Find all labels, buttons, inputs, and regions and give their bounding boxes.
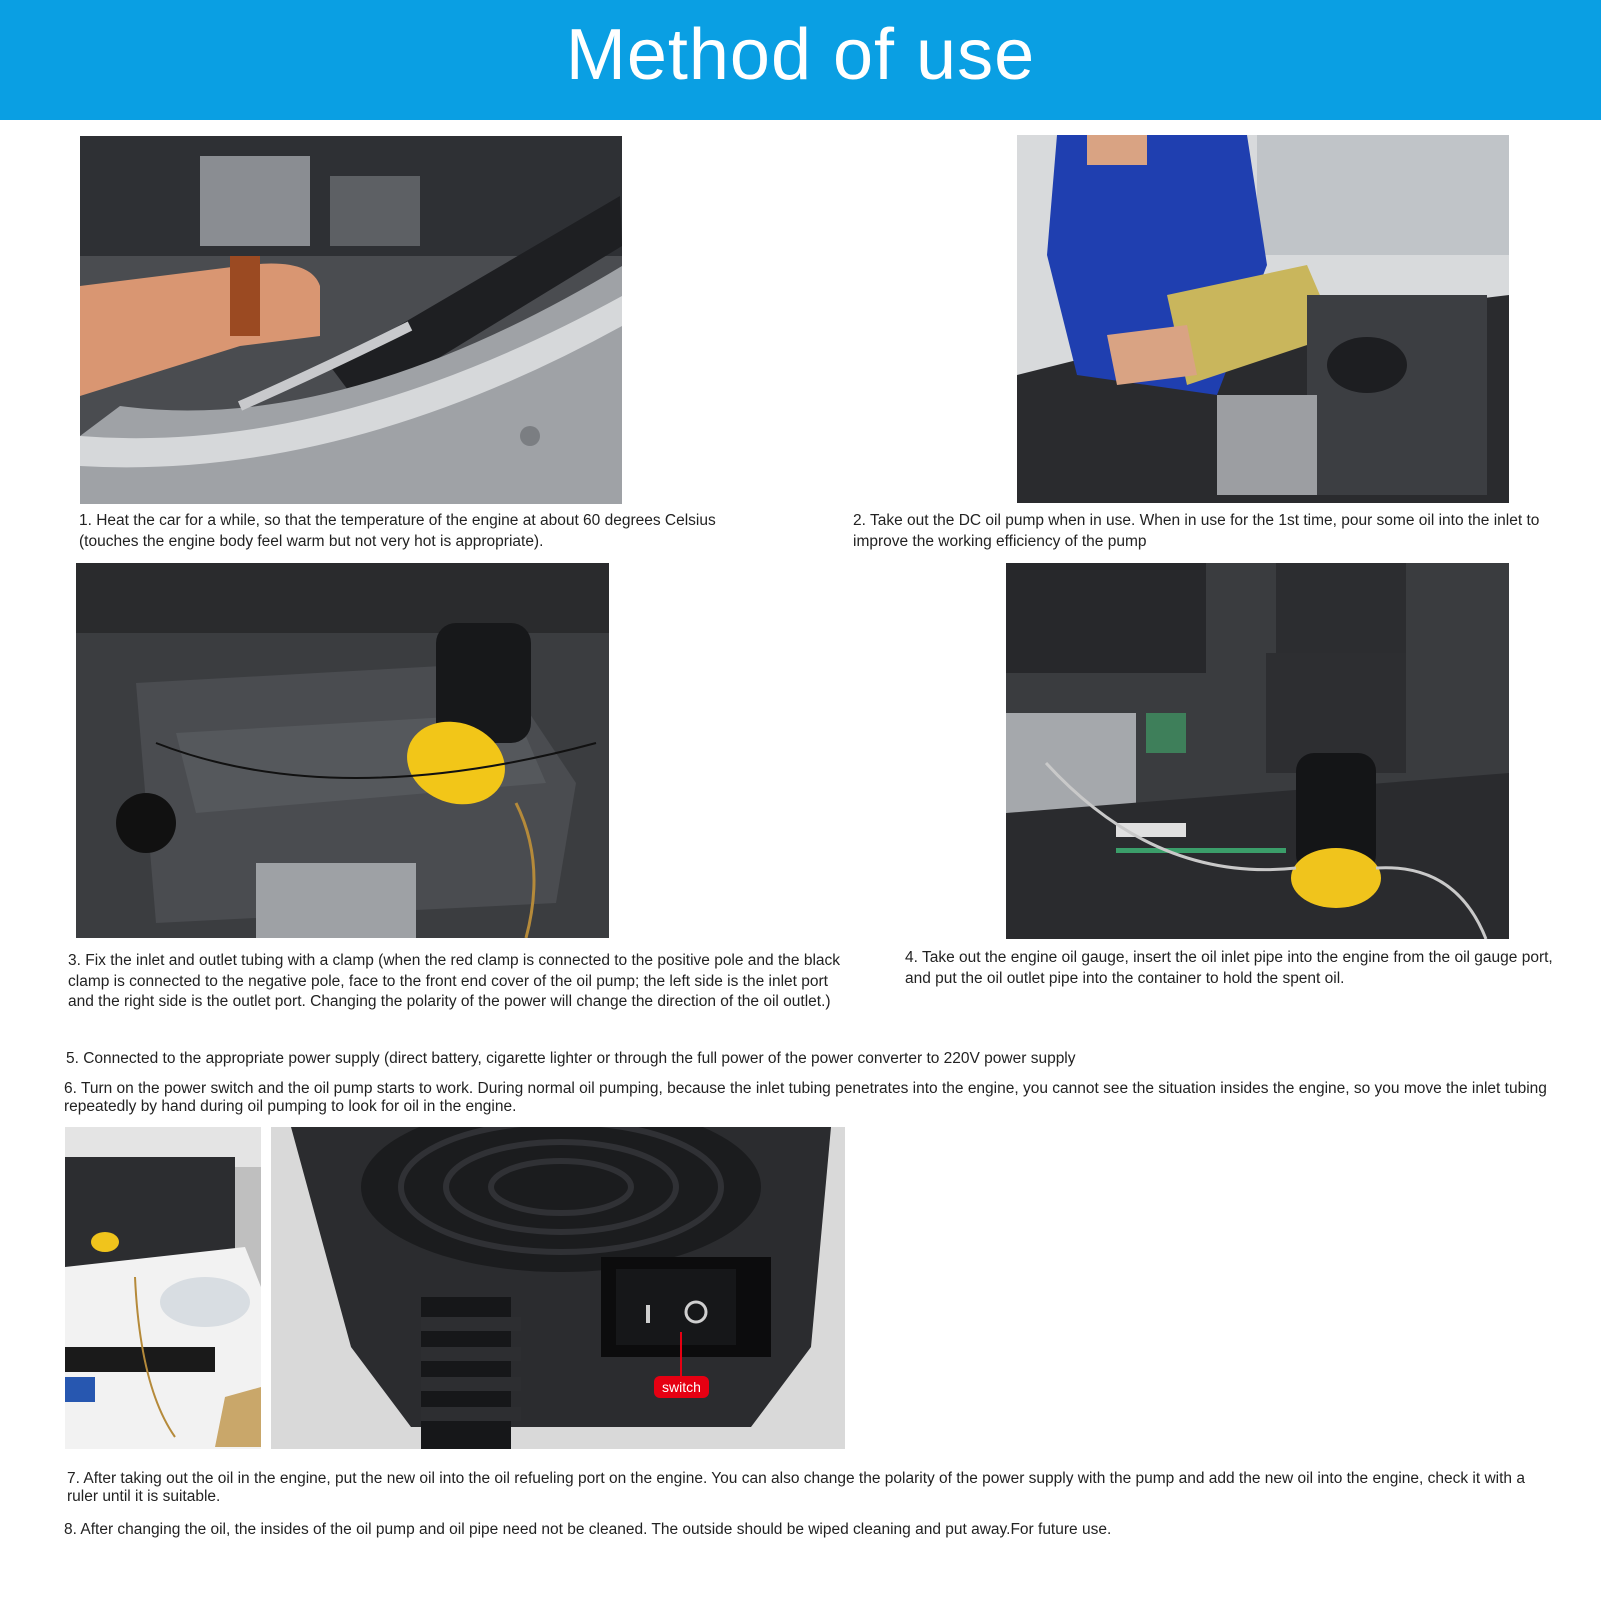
page-title: Method of use xyxy=(565,15,1036,95)
header-banner xyxy=(0,0,1601,120)
switch-label-badge: switch xyxy=(654,1376,709,1398)
step-3-text: 3. Fix the inlet and outlet tubing with a clamp (when the red clamp is connected to the positive pole and the black clamp is connected to the negative pole, face to the front end cover of the oil pump; the left side is the inlet port and the right side is the outlet port. Changing the polarity of the power will change the direction of the oil outlet.) xyxy=(68,952,841,1010)
step-5-text: 5. Connected to the appropriate power supply (direct battery, cigarette lighter or through the full power of the power converter to 220V power supply xyxy=(66,1050,1076,1067)
step-1-text: 1. Heat the car for a while, so that the temperature of the engine at about 60 degrees Celsius (touches the engine body feel warm but not very hot is appropriate). xyxy=(79,512,716,550)
step-2-text: 2. Take out the DC oil pump when in use. When in use for the 1st time, pour some oil into the inlet to improve the working efficiency of the pump xyxy=(853,512,1540,550)
hand-touching-engine-photo xyxy=(80,136,622,504)
oil-pump-on-engine-photo xyxy=(76,563,609,938)
pouring-oil-container-photo xyxy=(1017,135,1509,503)
step-7-text: 7. After taking out the oil in the engine, put the new oil into the oil refueling port on the engine. You can also change the polarity of the power supply with the pump and add the new oil into the engine, check it with a ruler until it is suitable. xyxy=(67,1470,1525,1505)
step-4-text: 4. Take out the engine oil gauge, insert the oil inlet pipe into the engine from the oil gauge port, and put the oil outlet pipe into the container to hold the spent oil. xyxy=(905,949,1553,987)
step-8-text: 8. After changing the oil, the insides of the oil pump and oil pipe need not be cleaned. The outside should be wiped cleaning and put away.For future use. xyxy=(64,1521,1112,1538)
oil-gauge-pipe-photo xyxy=(1006,563,1509,939)
car-front-pump-photo xyxy=(65,1127,261,1449)
step-6-text: 6. Turn on the power switch and the oil pump starts to work. During normal oil pumping, because the inlet tubing penetrates into the engine, you cannot see the situation insides the engine, so you move the inlet tubing repeatedly by hand during oil pumping to look for oil in the engine. xyxy=(64,1080,1547,1115)
pump-switch-closeup-photo xyxy=(271,1127,845,1449)
